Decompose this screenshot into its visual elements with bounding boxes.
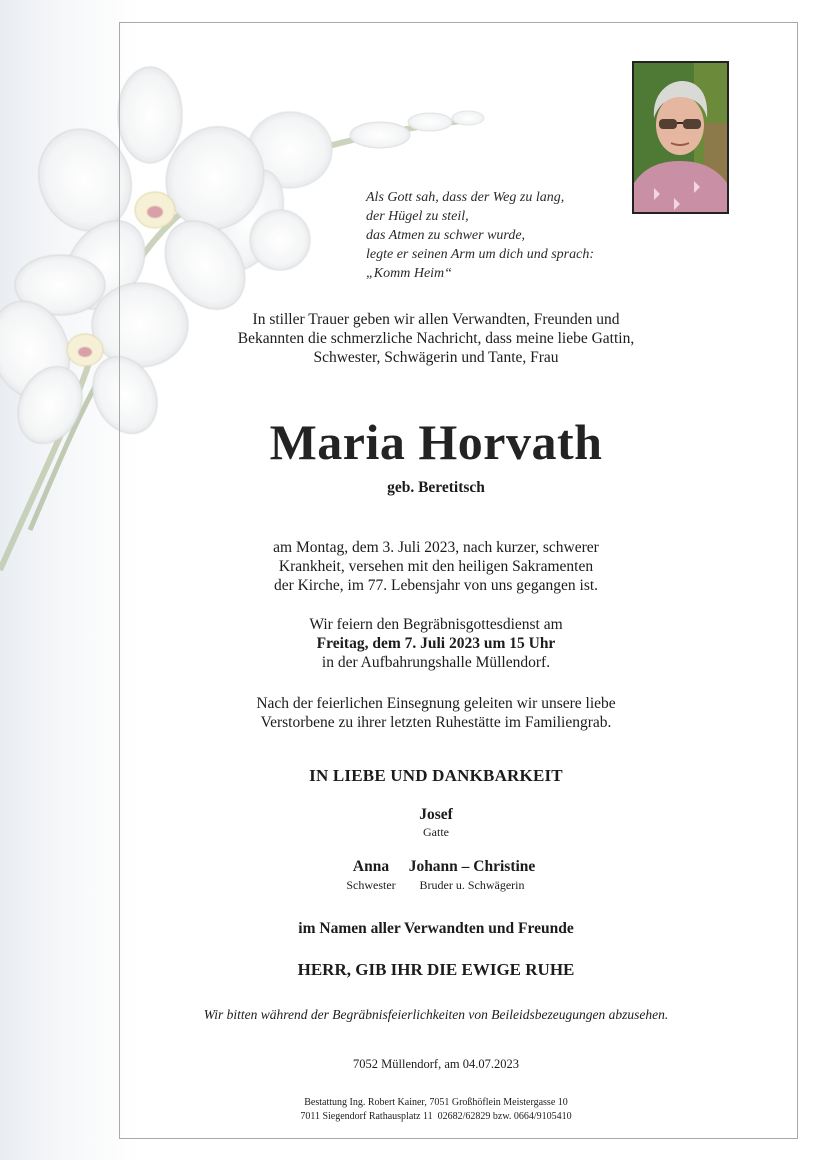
- sibling-entry: [392, 858, 552, 893]
- intro-line: Bekannten die schmerzliche Nachricht, dass meine liebe Gattin,: [237, 330, 635, 347]
- on-behalf-line: im Namen aller Verwandten und Freunde: [298, 920, 574, 937]
- funeral-info: [120, 615, 752, 672]
- death-notice-line: am Montag, dem 3. Juli 2023, nach kurzer, schwerer: [273, 539, 599, 556]
- sibling-role: Bruder u. Schwägerin: [419, 878, 525, 892]
- deceased-name: Maria Horvath: [269, 414, 603, 470]
- undertaker-info: [120, 1096, 752, 1124]
- funeral-date: Freitag, dem 7. Juli 2023 um 15 Uhr: [316, 635, 556, 652]
- poem-line: das Atmen zu schwer wurde,: [366, 228, 526, 243]
- intro-line: Schwester, Schwägerin und Tante, Frau: [313, 349, 559, 366]
- death-notice: [120, 538, 752, 595]
- funeral-location: in der Aufbahrungshalle Müllendorf.: [321, 654, 551, 671]
- death-notice-line: der Kirche, im 77. Lebensjahr von uns gegangen ist.: [273, 577, 599, 594]
- sibling-name: Johann – Christine: [408, 858, 536, 875]
- poem-line: legte er seinen Arm um dich und sprach:: [366, 247, 594, 262]
- poem-line: Als Gott sah, dass der Weg zu lang,: [366, 190, 565, 205]
- death-notice-line: Krankheit, versehen mit den heiligen Sakramenten: [278, 558, 594, 575]
- poem-line: „Komm Heim“: [366, 266, 452, 281]
- place-date: 7052 Müllendorf, am 04.07.2023: [353, 1057, 519, 1071]
- intro-text: [120, 310, 752, 367]
- poem: [366, 188, 666, 283]
- spouse-role: Gatte: [423, 825, 449, 839]
- poem-line: der Hügel zu steil,: [366, 209, 469, 224]
- sibling-name: Anna: [352, 858, 390, 875]
- burial-line: Nach der feierlichen Einsegnung geleiten wir unsere liebe: [256, 695, 616, 712]
- prayer-line: HERR, GIB IHR DIE EWIGE RUHE: [297, 960, 575, 979]
- burial-line: Verstorbene zu ihrer letzten Ruhestätte im Familiengrab.: [260, 714, 612, 731]
- intro-line: In stiller Trauer geben wir allen Verwandten, Freunden und: [252, 311, 620, 328]
- birth-name: geb. Beretitsch: [387, 479, 485, 496]
- gratitude-heading: IN LIEBE UND DANKBARKEIT: [309, 766, 563, 785]
- undertaker-line: Bestattung Ing. Robert Kainer, 7051 Großhöflein Meistergasse 10: [304, 1097, 568, 1108]
- undertaker-line: 7011 Siegendorf Rathausplatz 11 02682/62829 bzw. 0664/9105410: [300, 1111, 572, 1122]
- sibling-role: Schwester: [346, 878, 396, 892]
- condolence-request: Wir bitten während der Begräbnisfeierlichkeiten von Beileidsbezeugungen abzusehen.: [203, 1007, 669, 1022]
- spouse-name: Josef: [419, 806, 453, 823]
- burial-info: [120, 694, 752, 732]
- funeral-intro: Wir feiern den Begräbnisgottesdienst am: [309, 616, 563, 633]
